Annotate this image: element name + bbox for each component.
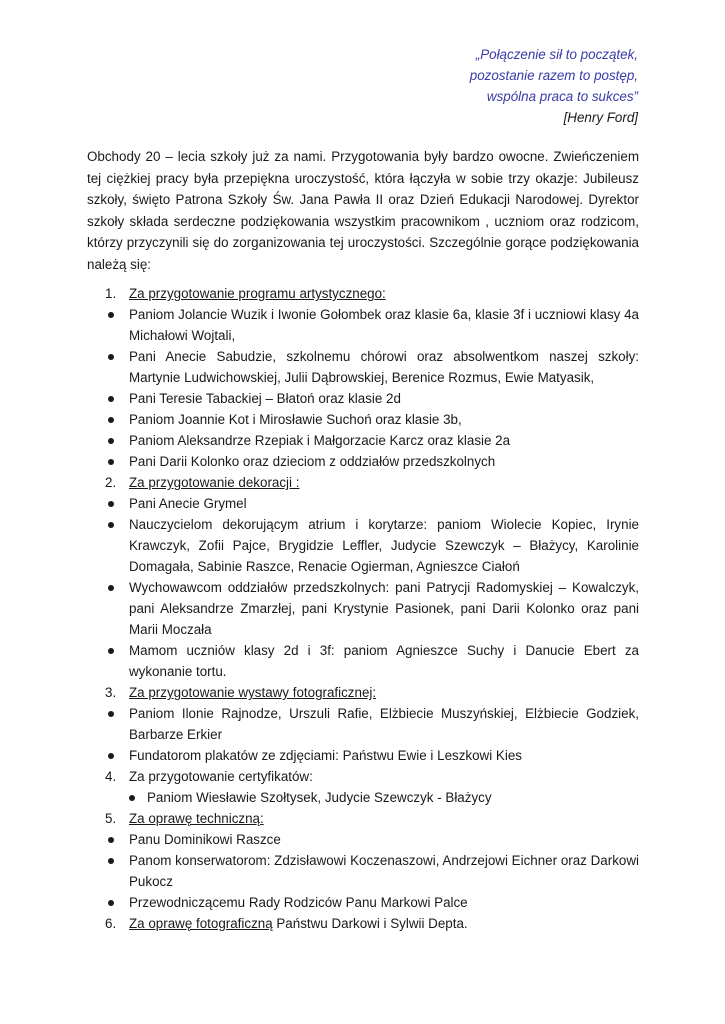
section-heading <box>105 808 639 829</box>
section-number: 5. <box>105 811 117 826</box>
bullet-icon <box>129 795 135 801</box>
section-title: Za oprawę fotograficzną <box>129 916 273 931</box>
list-item-text: Panu Dominikowi Raszce <box>129 832 281 847</box>
list-item <box>105 430 639 451</box>
bullet-icon <box>108 312 114 318</box>
list-item-text: Wychowawcom oddziałów przedszkolnych: pani Patrycji Radomyskiej – Kowalczyk, pani Aleksandrze Zmarzłej, pani Krystynie Pasionek, pani Darii Kolonko oraz pani Marii Moczała <box>129 580 639 637</box>
bullet-icon <box>108 900 114 906</box>
section-title: Za przygotowanie certyfikatów: <box>129 769 313 784</box>
section-title: Za oprawę techniczną: <box>129 811 264 826</box>
quote-line: wspólna praca to sukces” <box>486 89 638 104</box>
bullet-icon <box>108 753 114 759</box>
list-item <box>105 829 639 850</box>
list-item <box>105 577 639 640</box>
list-item <box>105 493 639 514</box>
list-item-text: Paniom Jolancie Wuzik i Iwonie Gołombek oraz klasie 6a, klasie 3f i uczniowi klasy 4a Michałowi Wojtali, <box>129 307 639 343</box>
quote-author: [Henry Ford] <box>563 110 638 125</box>
list-item-text: Pani Anecie Sabudzie, szkolnemu chórowi oraz absolwentkom naszej szkoły: Martynie Ludwichowskiej, Julii Dąbrowskiej, Berenice Rozmus, Ewie Matyasik, <box>129 349 639 385</box>
list-item-text: Nauczycielom dekorującym atrium i korytarze: paniom Wiolecie Kopiec, Irynie Krawczyk, Zofii Pajce, Brygidzie Leffler, Judycie Szewczyk – Błażycy, Karolinie Domagała, Sabinie Raszce, Renacie Ogierman, Agnieszce Ciałoń <box>129 517 639 574</box>
bullet-icon <box>108 711 114 717</box>
section-heading <box>105 472 639 493</box>
list-item <box>105 514 639 577</box>
section-number: 3. <box>105 685 117 700</box>
section-title: Za przygotowanie programu artystycznego: <box>129 286 386 301</box>
list-item <box>105 346 639 388</box>
list-item-text: Paniom Aleksandrze Rzepiak i Małgorzacie Karcz oraz klasie 2a <box>129 433 511 448</box>
list-item <box>105 304 639 346</box>
list-item-text: Paniom Wiesławie Szołtysek, Judycie Szewczyk - Błażycy <box>147 790 492 805</box>
list-item <box>105 640 639 682</box>
list-item-text: Pani Darii Kolonko oraz dzieciom z oddziałów przedszkolnych <box>129 454 496 469</box>
section-title: Za przygotowanie wystawy fotograficznej: <box>129 685 377 700</box>
section-number: 4. <box>105 769 117 784</box>
section-heading <box>105 682 639 703</box>
list-item <box>105 703 639 745</box>
list-item-text: Pani Teresie Tabackiej – Błatoń oraz klasie 2d <box>129 391 401 406</box>
section-title-rest: Państwu Darkowi i Sylwii Depta. <box>272 916 468 931</box>
list-item-text: Fundatorom plakatów ze zdjęciami: Państwu Ewie i Leszkowi Kies <box>129 748 522 763</box>
list-item <box>105 451 639 472</box>
bullet-icon <box>108 648 114 654</box>
quote-line: pozostanie razem to postęp, <box>469 68 638 83</box>
bullet-icon <box>108 522 114 528</box>
bullet-icon <box>108 585 114 591</box>
list-item-text: Przewodniczącemu Rady Rodziców Panu Markowi Palce <box>129 895 468 910</box>
bullet-icon <box>108 396 114 402</box>
intro-paragraph: Obchody 20 – lecia szkoły już za nami. Przygotowania były bardzo owocne. Zwieńczeniem tej ciężkiej pracy była przepiękna uroczystość, która łączyła w sobie trzy okazje: Jubileusz szkoły, święto Patrona Szkoły Św. Jana Pawła II oraz Dzień Edukacji Narodowej. Dyrektor szkoły składa serdeczne podziękowania wszystkim pracownikom , uczniom oraz rodzicom, którzy przyczynili się do zorganizowania tej uroczystości. Szczególnie gorące podziękowania należą się: <box>87 149 639 272</box>
section-heading <box>105 283 639 304</box>
list-item <box>105 787 639 808</box>
epigraph-quote <box>470 44 638 128</box>
list-item <box>105 850 639 892</box>
bullet-icon <box>108 438 114 444</box>
bullet-icon <box>108 837 114 843</box>
list-item-text: Paniom Ilonie Rajnodze, Urszuli Rafie, Elżbiecie Muszyńskiej, Elżbiecie Godziek, Barbarze Erkier <box>129 706 639 742</box>
acknowledgements-list <box>105 283 639 934</box>
section-title: Za przygotowanie dekoracji : <box>129 475 300 490</box>
section-heading <box>105 913 639 934</box>
quote-line: „Połączenie sił to początek, <box>475 47 638 62</box>
section-number: 1. <box>105 286 117 301</box>
list-item <box>105 388 639 409</box>
list-item <box>105 892 639 913</box>
bullet-icon <box>108 459 114 465</box>
list-item-text: Paniom Joannie Kot i Mirosławie Suchoń oraz klasie 3b, <box>129 412 462 427</box>
list-item-text: Mamom uczniów klasy 2d i 3f: paniom Agnieszce Suchy i Danucie Ebert za wykonanie tortu. <box>129 643 639 679</box>
section-number: 6. <box>105 916 117 931</box>
bullet-icon <box>108 501 114 507</box>
bullet-icon <box>108 354 114 360</box>
section-heading <box>105 766 639 787</box>
bullet-icon <box>108 858 114 864</box>
list-item-text: Pani Anecie Grymel <box>129 496 247 511</box>
list-item-text: Panom konserwatorom: Zdzisławowi Koczenaszowi, Andrzejowi Eichner oraz Darkowi Pukocz <box>129 853 639 889</box>
bullet-icon <box>108 417 114 423</box>
list-item <box>105 409 639 430</box>
list-item <box>105 745 639 766</box>
section-number: 2. <box>105 475 117 490</box>
